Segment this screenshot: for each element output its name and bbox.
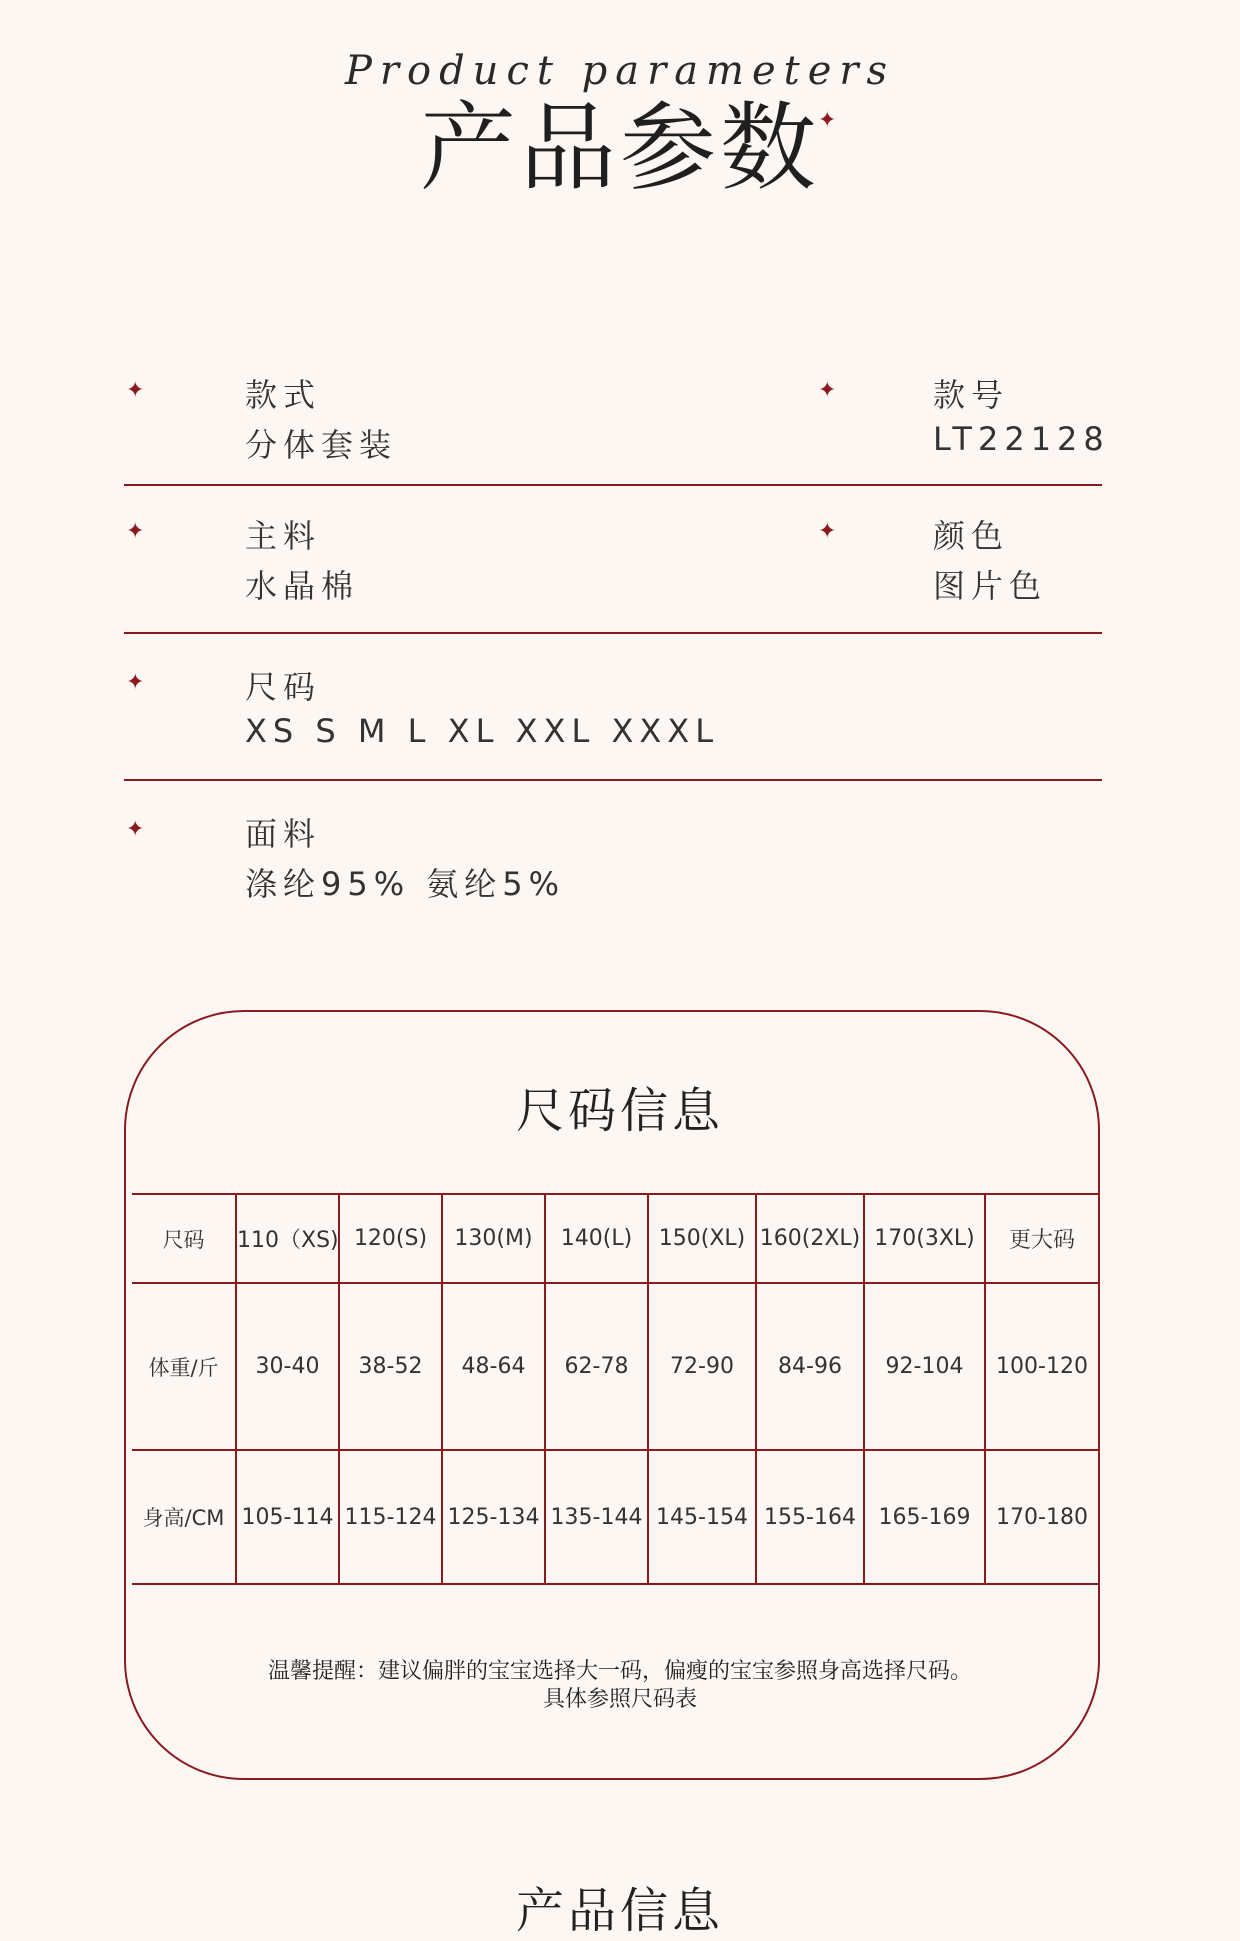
param-label-model: 款号 — [933, 376, 1010, 414]
table-cell: 38-52 — [339, 1283, 442, 1450]
size-tip-line2: 具体参照尺码表 — [542, 1687, 697, 1712]
table-cell: 84-96 — [756, 1283, 864, 1450]
param-value-color: 图片色 — [933, 567, 1048, 605]
table-cell: 170(3XL) — [864, 1194, 985, 1283]
size-tip-line1: 温馨提醒：建议偏胖的宝宝选择大一码，偏瘦的宝宝参照身高选择尺码。 — [267, 1659, 972, 1684]
table-cell: 125-134 — [442, 1450, 545, 1584]
star-icon: ✦ — [126, 670, 145, 695]
star-icon: ✦ — [818, 378, 837, 403]
table-cell: 115-124 — [339, 1450, 442, 1584]
param-value-model: LT22128 — [933, 420, 1110, 458]
table-cell: 140(L) — [545, 1194, 648, 1283]
table-cell: 72-90 — [648, 1283, 756, 1450]
table-cell: 165-169 — [864, 1450, 985, 1584]
table-cell: 150(XL) — [648, 1194, 756, 1283]
page-title: 产品参数 — [420, 92, 820, 204]
english-title: Product parameters — [344, 48, 896, 94]
table-cell: 145-154 — [648, 1450, 756, 1584]
param-value-fabric: 涤纶95% 氨纶5% — [245, 865, 566, 903]
product-info-title: 产品信息 — [515, 1883, 724, 1939]
table-cell: 48-64 — [442, 1283, 545, 1450]
divider — [124, 779, 1102, 781]
table-cell: 92-104 — [864, 1283, 985, 1450]
star-icon: ✦ — [126, 519, 145, 544]
table-cell: 身高/CM — [132, 1450, 236, 1584]
table-cell: 100-120 — [985, 1283, 1098, 1450]
param-value-size: XS S M L XL XXL XXXL — [245, 712, 720, 750]
table-cell: 30-40 — [236, 1283, 339, 1450]
param-label-style: 款式 — [245, 376, 322, 414]
divider — [124, 632, 1102, 634]
table-cell: 更大码 — [985, 1194, 1098, 1283]
star-icon: ✦ — [818, 108, 837, 133]
table-cell: 170-180 — [985, 1450, 1098, 1584]
table-cell: 120(S) — [339, 1194, 442, 1283]
size-table — [132, 1193, 1098, 1585]
table-cell: 130(M) — [442, 1194, 545, 1283]
size-tip — [0, 1658, 1240, 1714]
table-cell: 155-164 — [756, 1450, 864, 1584]
param-label-size: 尺码 — [245, 668, 322, 706]
param-value-style: 分体套装 — [245, 426, 398, 464]
star-icon: ✦ — [818, 519, 837, 544]
star-icon: ✦ — [126, 817, 145, 842]
table-cell: 体重/斤 — [132, 1283, 236, 1450]
table-cell: 105-114 — [236, 1450, 339, 1584]
table-cell: 135-144 — [545, 1450, 648, 1584]
table-cell: 160(2XL) — [756, 1194, 864, 1283]
table-row — [132, 1450, 1098, 1584]
table-cell: 尺码 — [132, 1194, 236, 1283]
star-icon: ✦ — [126, 378, 145, 403]
param-label-color: 颜色 — [933, 517, 1010, 555]
param-label-fabric: 面料 — [245, 815, 322, 853]
table-cell: 110（XS) — [236, 1194, 339, 1283]
table-cell: 62-78 — [545, 1283, 648, 1450]
param-value-material: 水晶棉 — [245, 567, 360, 605]
divider — [124, 484, 1102, 486]
table-row — [132, 1194, 1098, 1283]
table-row — [132, 1283, 1098, 1450]
param-label-material: 主料 — [245, 517, 322, 555]
size-info-title: 尺码信息 — [515, 1083, 724, 1139]
